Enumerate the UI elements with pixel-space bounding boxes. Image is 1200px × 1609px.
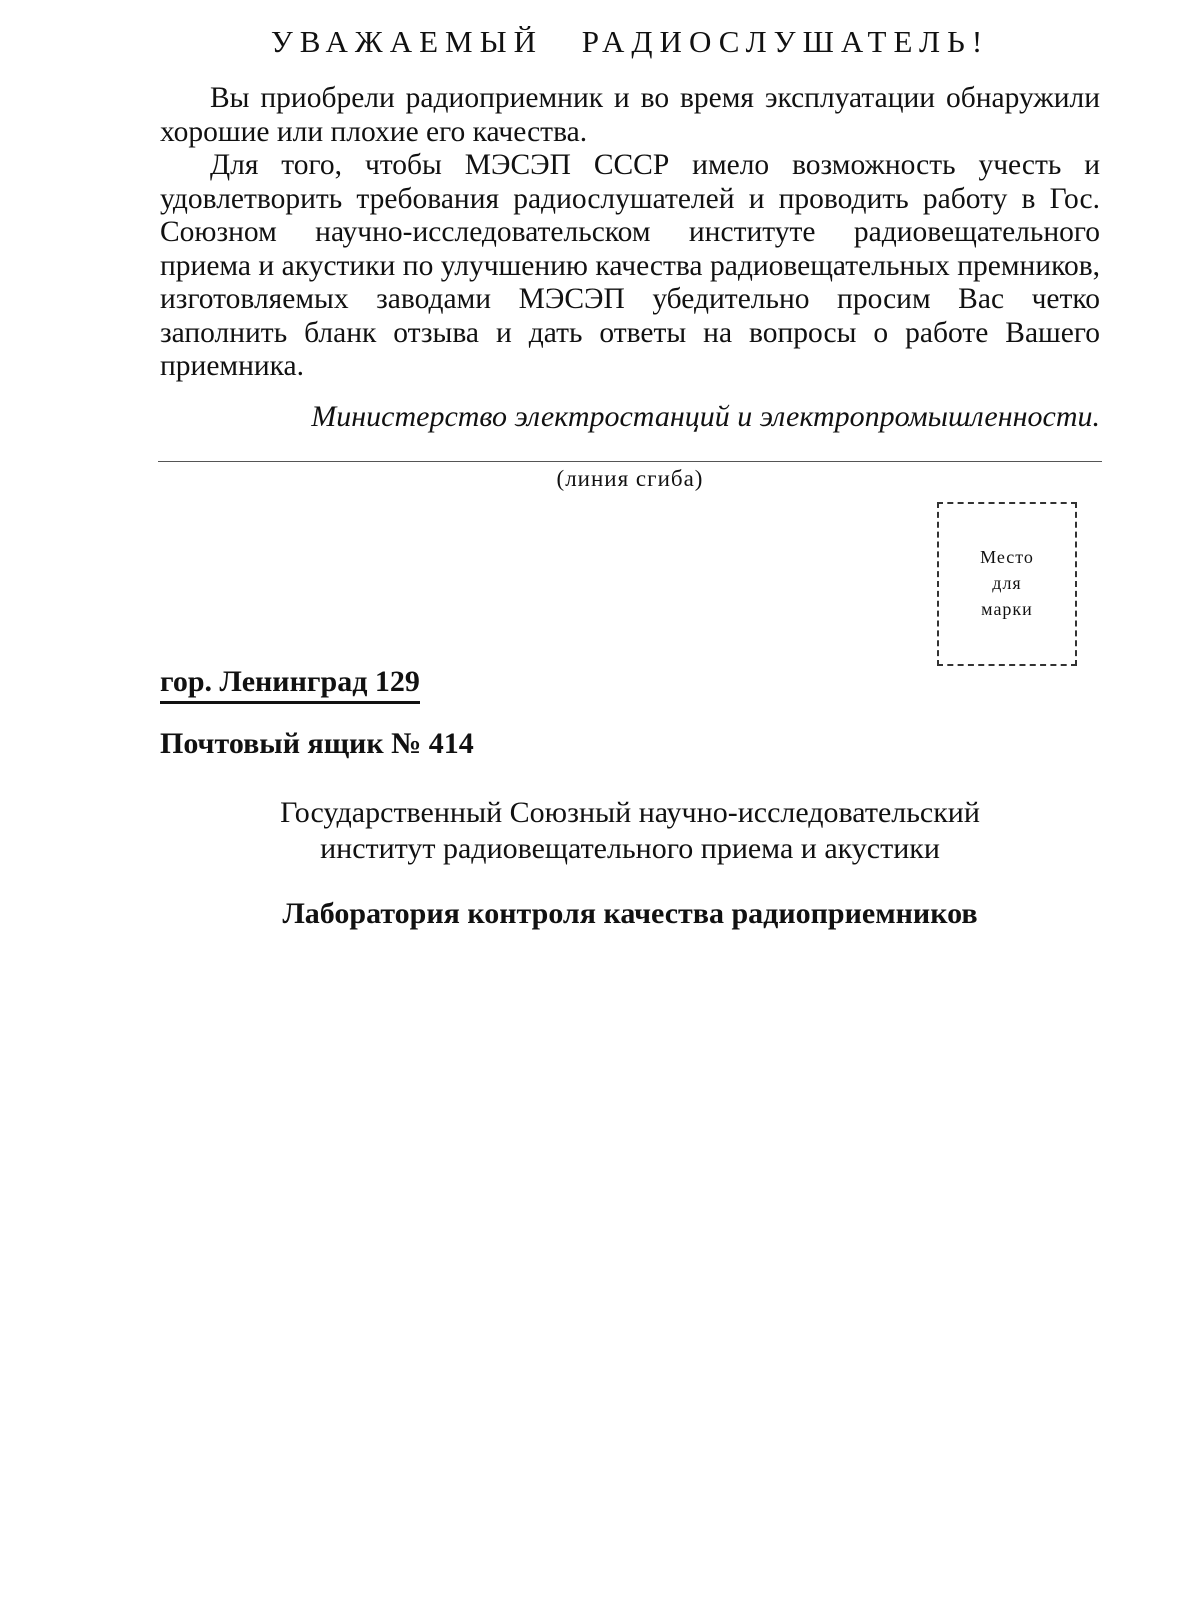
paragraph-2: Для того, чтобы МЭСЭП СССР имело возможность учесть и удовлетворить требования радиослушателей и проводить работу в Гос. Союзном научно-исследовательском институте радиовещательного приема и акустики по улучшению качества радиовещательных премников, изготовляемых заводами МЭСЭП убедительно просим Вас четко заполнить бланк отзыва и дать ответы на вопросы о работе Вашего приемника.: [160, 149, 1100, 382]
stamp-text-line-1: Место: [980, 547, 1034, 567]
address-pobox: Почтовый ящик № 414: [160, 727, 474, 760]
ministry-signature: Министерство электростанций и электропромышленности.: [311, 400, 1100, 433]
letter-body: [160, 82, 1100, 384]
paragraph-1: Вы приобрели радиоприемник и во время эксплуатации обнаружили хорошие или плохие его качества.: [160, 82, 1100, 148]
stamp-placeholder-box: [937, 502, 1077, 666]
institute-line-1: Государственный Союзный научно-исследовательский: [280, 796, 980, 829]
stamp-text-line-3: марки: [981, 599, 1033, 619]
address-city: гор. Ленинград 129: [160, 665, 420, 704]
address-institute: [160, 795, 1100, 867]
fold-line-label: (линия сгиба): [556, 466, 704, 491]
fold-line: [158, 461, 1102, 462]
page-title: УВАЖАЕМЫЙ РАДИОСЛУШАТЕЛЬ!: [270, 24, 990, 59]
address-laboratory: Лаборатория контроля качества радиоприемников: [282, 897, 978, 930]
stamp-text-line-2: для: [992, 573, 1022, 593]
institute-line-2: институт радиовещательного приема и акустики: [320, 832, 940, 865]
stamp-placeholder-text: [939, 544, 1075, 622]
